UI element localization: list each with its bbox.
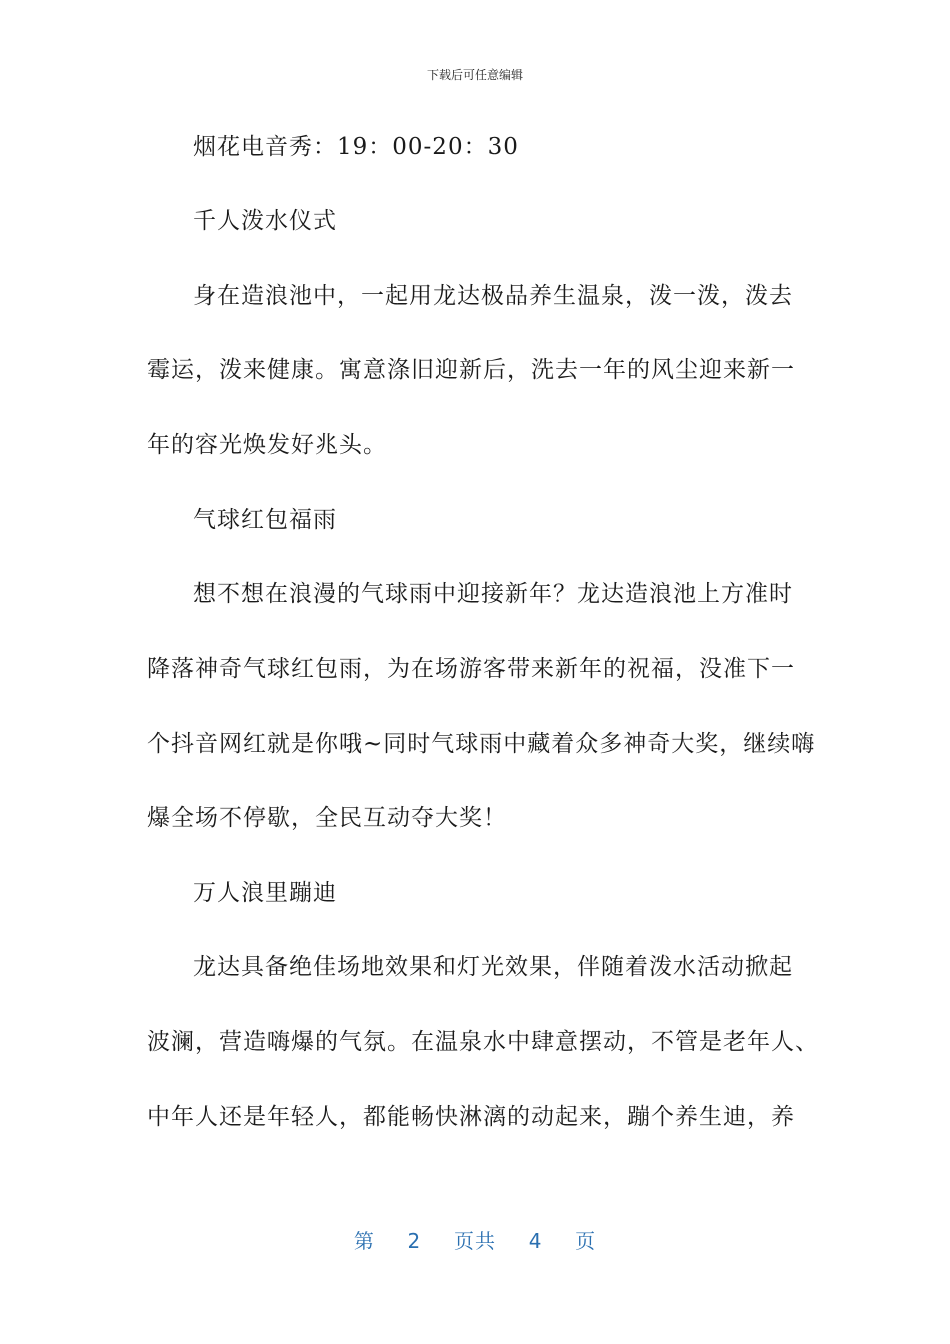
- section-heading: 千人泼水仪式: [193, 208, 337, 234]
- footer-prefix: 第: [353, 1229, 375, 1253]
- section-heading: 万人浪里蹦迪: [193, 880, 337, 906]
- text-line: 龙达具备绝佳场地效果和灯光效果，伴随着泼水活动掀起: [193, 954, 793, 980]
- footer-middle: 页共: [454, 1229, 496, 1253]
- text-line: 波澜，营造嗨爆的气氛。在温泉水中肆意摆动，不管是老年人、: [147, 1029, 819, 1055]
- text-line: 想不想在浪漫的气球雨中迎接新年？龙达造浪池上方准时: [193, 581, 793, 607]
- page-header: 下载后可任意编辑: [426, 68, 523, 82]
- text-line: 爆全场不停歇，全民互动夺大奖！: [147, 805, 507, 831]
- text-line: 中年人还是年轻人，都能畅快淋漓的动起来，蹦个养生迪，养: [147, 1104, 795, 1130]
- text-line: 身在造浪池中，一起用龙达极品养生温泉，泼一泼，泼去: [193, 283, 793, 309]
- footer-suffix: 页: [575, 1229, 597, 1253]
- text-line: 个抖音网红就是你哦~同时气球雨中藏着众多神奇大奖，继续嗨: [147, 731, 816, 757]
- text-line: 烟花电音秀：19：00-20：30: [193, 134, 519, 160]
- text-line: 年的容光焕发好兆头。: [147, 432, 387, 458]
- text-line: 霉运，泼来健康。寓意涤旧迎新后，洗去一年的风尘迎来新一: [147, 357, 795, 383]
- page-footer: [0, 1225, 950, 1254]
- current-page-number: 2: [407, 1229, 422, 1253]
- total-pages-number: 4: [528, 1229, 543, 1253]
- section-heading: 气球红包福雨: [193, 507, 337, 533]
- text-line: 降落神奇气球红包雨，为在场游客带来新年的祝福，没准下一: [147, 656, 795, 682]
